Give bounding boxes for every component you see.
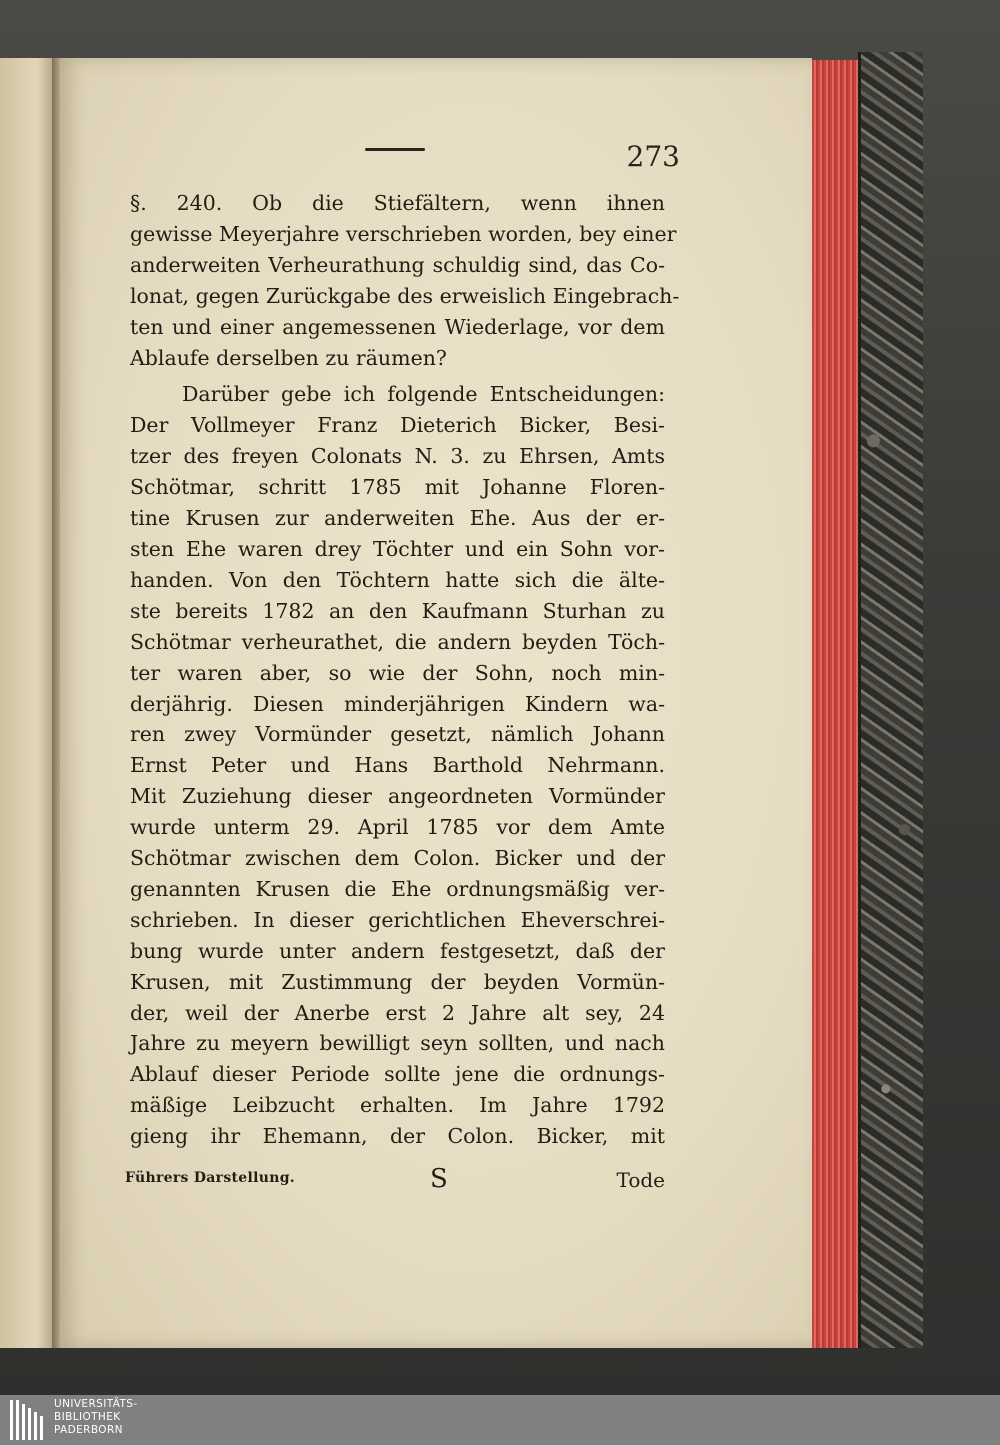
- text-line: gewisse Meyerjahre verschrieben worden, bey einer: [130, 221, 677, 246]
- body-paragraph: [130, 379, 665, 1152]
- page-number: 273: [626, 140, 680, 173]
- logo-line: UNIVERSITÄTS-: [54, 1398, 138, 1410]
- text-line: ter waren aber, so wie der Sohn, noch min-: [130, 660, 665, 685]
- library-logo-icon: [8, 1398, 48, 1442]
- text-line: §. 240. Ob die Stiefältern, wenn ihnen: [130, 191, 665, 215]
- text-line: Krusen, mit Zustimmung der beyden Vormün-: [130, 969, 665, 994]
- facing-page-edge: [0, 58, 54, 1348]
- catchword: Tode: [616, 1168, 665, 1192]
- text-line: gieng ihr Ehemann, der Colon. Bicker, mit: [130, 1124, 665, 1149]
- running-title: Führers Darstellung.: [125, 1170, 295, 1186]
- header-rule: [365, 148, 425, 151]
- section-heading: [130, 188, 680, 373]
- logo-line: BIBLIOTHEK: [54, 1411, 121, 1423]
- text-line: derjährig. Diesen minderjährigen Kindern wa-: [130, 691, 665, 716]
- page-block-red-edge: [810, 60, 864, 1348]
- text-line: lonat, gegen Zurückgabe des erweislich Eingebrach-: [130, 283, 680, 308]
- text-line: Der Vollmeyer Franz Dieterich Bicker, Besi-: [130, 413, 665, 438]
- text-line: Jahre zu meyern bewilligt seyn sollten, und nach: [130, 1031, 665, 1056]
- text-line: Ablauf dieser Periode sollte jene die ordnungs-: [130, 1062, 665, 1087]
- text-line: Schötmar verheurathet, die andern beyden Töch-: [130, 629, 665, 654]
- marbled-cover-board: [858, 52, 923, 1348]
- text-line: wurde unterm 29. April 1785 vor dem Amte: [130, 815, 665, 840]
- text-line: handen. Von den Töchtern hatte sich die älte-: [130, 567, 665, 592]
- text-line: tine Krusen zur anderweiten Ehe. Aus der er-: [130, 506, 665, 531]
- text-line: mäßige Leibzucht erhalten. Im Jahre 1792: [130, 1093, 665, 1118]
- page-text: [130, 188, 680, 1152]
- text-line: der, weil der Anerbe erst 2 Jahre alt sey, 24: [130, 1000, 665, 1025]
- text-line: sten Ehe waren drey Töchter und ein Sohn vor-: [130, 536, 665, 561]
- text-line: Ernst Peter und Hans Barthold Nehrmann.: [130, 753, 665, 778]
- text-line: Darüber gebe ich folgende Entscheidungen:: [182, 382, 665, 407]
- text-line: Schötmar zwischen dem Colon. Bicker und der: [130, 846, 665, 871]
- page-footer: [125, 1166, 665, 1198]
- text-line: ste bereits 1782 an den Kaufmann Sturhan zu: [130, 598, 665, 623]
- logo-line: PADERBORN: [54, 1424, 123, 1436]
- library-logo-text: [54, 1398, 194, 1437]
- text-line: bung wurde unter andern festgesetzt, daß der: [130, 938, 665, 963]
- text-line: schrieben. In dieser gerichtlichen Eheverschrei-: [130, 907, 665, 932]
- text-line: Mit Zuziehung dieser angeordneten Vormünder: [130, 784, 665, 809]
- text-line: ten und einer angemessenen Wiederlage, vor dem: [130, 314, 665, 339]
- text-line: anderweiten Verheurathung schuldig sind, das Co-: [130, 252, 665, 277]
- text-line: Schötmar, schritt 1785 mit Johanne Floren-: [130, 475, 665, 500]
- text-line: ren zwey Vormünder gesetzt, nämlich Johann: [130, 722, 665, 747]
- text-line: tzer des freyen Colonats N. 3. zu Ehrsen, Amts: [130, 444, 665, 469]
- text-line: genannten Krusen die Ehe ordnungsmäßig ver-: [130, 876, 665, 901]
- text-line: Ablaufe derselben zu räumen?: [130, 345, 447, 370]
- signature-mark: S: [430, 1164, 448, 1194]
